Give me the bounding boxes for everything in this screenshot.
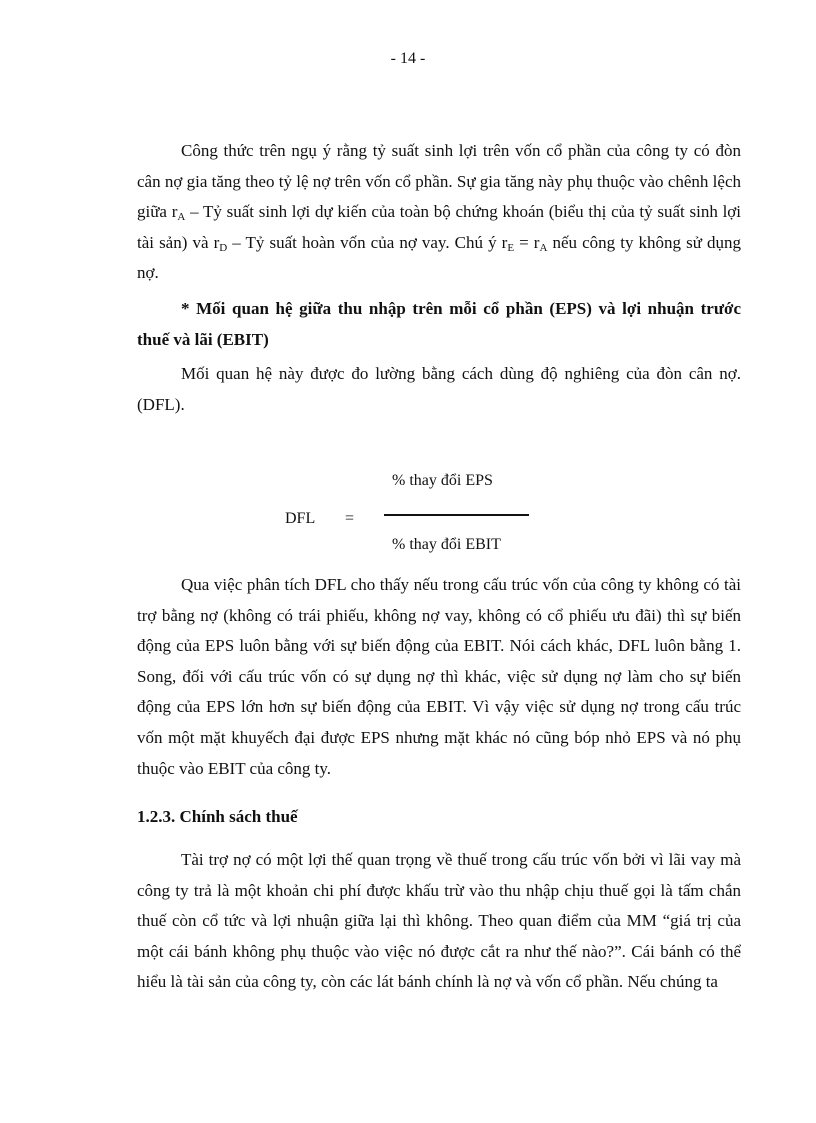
body-block-2 bbox=[137, 570, 741, 784]
paragraph-tax-shield: Tài trợ nợ có một lợi thế quan trọng về thuế trong cấu trúc vốn bởi vì lãi vay mà công ty trả là một khoản chi phí được khấu trừ vào thu nhập chịu thuế gọi là tấm chắn thuế còn cổ tức và lợi nhuận giữa lại thì không. Theo quan điểm của MM “giá trị của một cái bánh không phụ thuộc vào việc nó được cắt ra như thế nào?”. Cái bánh có thể hiểu là tài sản của công ty, còn các lát bánh chính là nợ và vốn cổ phần. Nếu chúng ta bbox=[137, 850, 741, 992]
page-number: - 14 - bbox=[390, 50, 426, 67]
paragraph-dfl-analysis: Qua việc phân tích DFL cho thấy nếu trong cấu trúc vốn của công ty không có tài trợ bằng nợ (không có trái phiếu, không nợ vay, không có cổ phiếu ưu đãi) thì sự biến động của EPS luôn bằng với sự biến động của EBIT. Nói cách khác, DFL luôn bằng 1. Song, đối với cấu trúc vốn có sự dụng nợ thì khác, việc sử dụng nợ làm cho sự biến động của EPS lớn hơn sự biến động của EBIT. Vì vậy việc sử dụng nợ trong cấu trúc vốn một mặt khuyếch đại được EPS nhưng mặt khác nó cũng bóp nhỏ EPS và nó phụ thuộc vào EBIT của công ty. bbox=[137, 575, 741, 778]
formula-equals: = bbox=[345, 510, 355, 527]
body-block-1 bbox=[137, 136, 741, 420]
formula-numerator: % thay đổi EPS bbox=[392, 472, 493, 489]
paragraph-dfl-intro: Mối quan hệ này được đo lường bằng cách dùng độ nghiêng của đòn cân nợ. (DFL). bbox=[137, 364, 741, 414]
fraction-bar bbox=[384, 514, 529, 516]
formula-denominator: % thay đổi EBIT bbox=[392, 536, 501, 553]
section-heading-tax-policy: 1.2.3. Chính sách thuế bbox=[137, 807, 298, 826]
paragraph-return-on-equity: Công thức trên ngụ ý rằng tỷ suất sinh lợi trên vốn cổ phần của công ty có đòn cân nợ gia tăng theo tỷ lệ nợ trên vốn cổ phần. Sự gia tăng này phụ thuộc vào chênh lệch giữa $r_A$ – Tỷ suất sinh lợi dự kiến của toàn bộ chứng khoán (biểu thị của tỷ suất sinh lợi tài sản) và $r_D$ – Tỷ suất hoàn vốn của nợ vay. Chú ý $r_E = r_A$ nếu công ty không sử dụng nợ. bbox=[137, 141, 741, 283]
body-block-3 bbox=[137, 845, 741, 998]
formula-lhs: DFL bbox=[285, 510, 316, 527]
subheading-eps-ebit: * Mối quan hệ giữa thu nhập trên mỗi cổ phần (EPS) và lợi nhuận trước thuế và lãi (EBIT) bbox=[137, 298, 741, 349]
